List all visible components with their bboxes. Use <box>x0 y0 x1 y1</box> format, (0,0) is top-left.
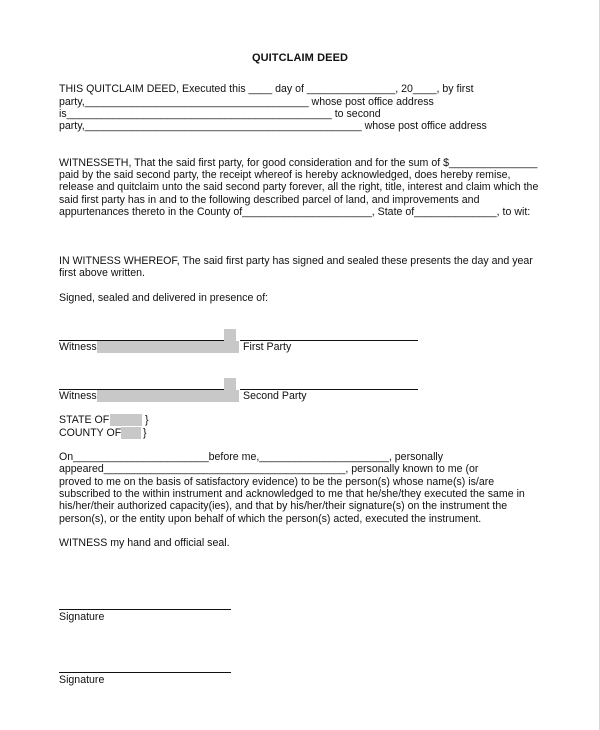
para4-line-5: his/her/their authorized capacity(ies), and that by his/her/their signature(s) on the instrument the <box>59 500 508 512</box>
redaction-box <box>121 427 141 439</box>
state-brace: } <box>145 414 149 426</box>
signature-label-2: Signature <box>59 674 105 686</box>
para2-line-2: paid by the said second party, the receipt whereof is hereby acknowledged, does hereby remise, <box>59 169 511 181</box>
para2-line-1: WITNESSETH, That the said first party, for good consideration and for the sum of $_______________ <box>59 157 538 169</box>
para1-line-3: is_____________________________________________ to second <box>59 108 381 120</box>
para4-line-2: appeared_________________________________________, personally known to me (or <box>59 463 479 475</box>
document-title: QUITCLAIM DEED <box>251 52 349 64</box>
para1-line-4: party,_______________________________________________ whose post office address <box>59 120 487 132</box>
signature-line-1 <box>59 609 231 610</box>
redaction-box <box>224 329 236 341</box>
county-brace: } <box>143 427 147 439</box>
para3-line-2: first above written. <box>59 267 145 279</box>
para2-line-3: release and quitclaim unto the said second party forever, all the right, title, interest and claim which the <box>59 181 539 193</box>
para2-line-5: appurtenances thereto in the County of______________________, State of______________, to wit: <box>59 206 531 218</box>
para4-line-3: proved to me on the basis of satisfactory evidence) to be the person(s) whose name(s) is/are <box>59 476 495 488</box>
para2-line-4: said first party has in and to the following described parcel of land, and improvements and <box>59 194 480 206</box>
para4-line-1: On_______________________before me,______________________, personally <box>59 451 444 463</box>
state-label: STATE OF <box>59 414 110 426</box>
para3-line-1: IN WITNESS WHEREOF, The said first party has signed and sealed these presents the day and year <box>59 255 533 267</box>
second-party-label: Second Party <box>243 390 307 402</box>
para4-line-4: subscribed to the within instrument and acknowledged to me that he/she/they executed the same in <box>59 488 525 500</box>
first-party-label: First Party <box>243 341 292 353</box>
signature-line-2 <box>59 672 231 673</box>
witness-1-label: Witness <box>59 341 97 353</box>
redaction-box <box>97 341 239 353</box>
redaction-box <box>224 378 236 390</box>
redaction-box <box>97 390 239 402</box>
signature-label-1: Signature <box>59 611 105 623</box>
para1-line-2: party,______________________________________ whose post office address <box>59 96 434 108</box>
para1-line-1: THIS QUITCLAIM DEED, Executed this ____ day of _______________, 20____, by first <box>59 83 474 95</box>
redaction-box <box>110 414 142 426</box>
county-label: COUNTY OF <box>59 427 122 439</box>
witness-seal-text: WITNESS my hand and official seal. <box>59 537 230 549</box>
para4-line-6: person(s), or the entity upon behalf of which the person(s) acted, executed the instrument. <box>59 513 482 525</box>
witness-2-label: Witness <box>59 390 97 402</box>
presence-text: Signed, sealed and delivered in presence of: <box>59 292 269 304</box>
